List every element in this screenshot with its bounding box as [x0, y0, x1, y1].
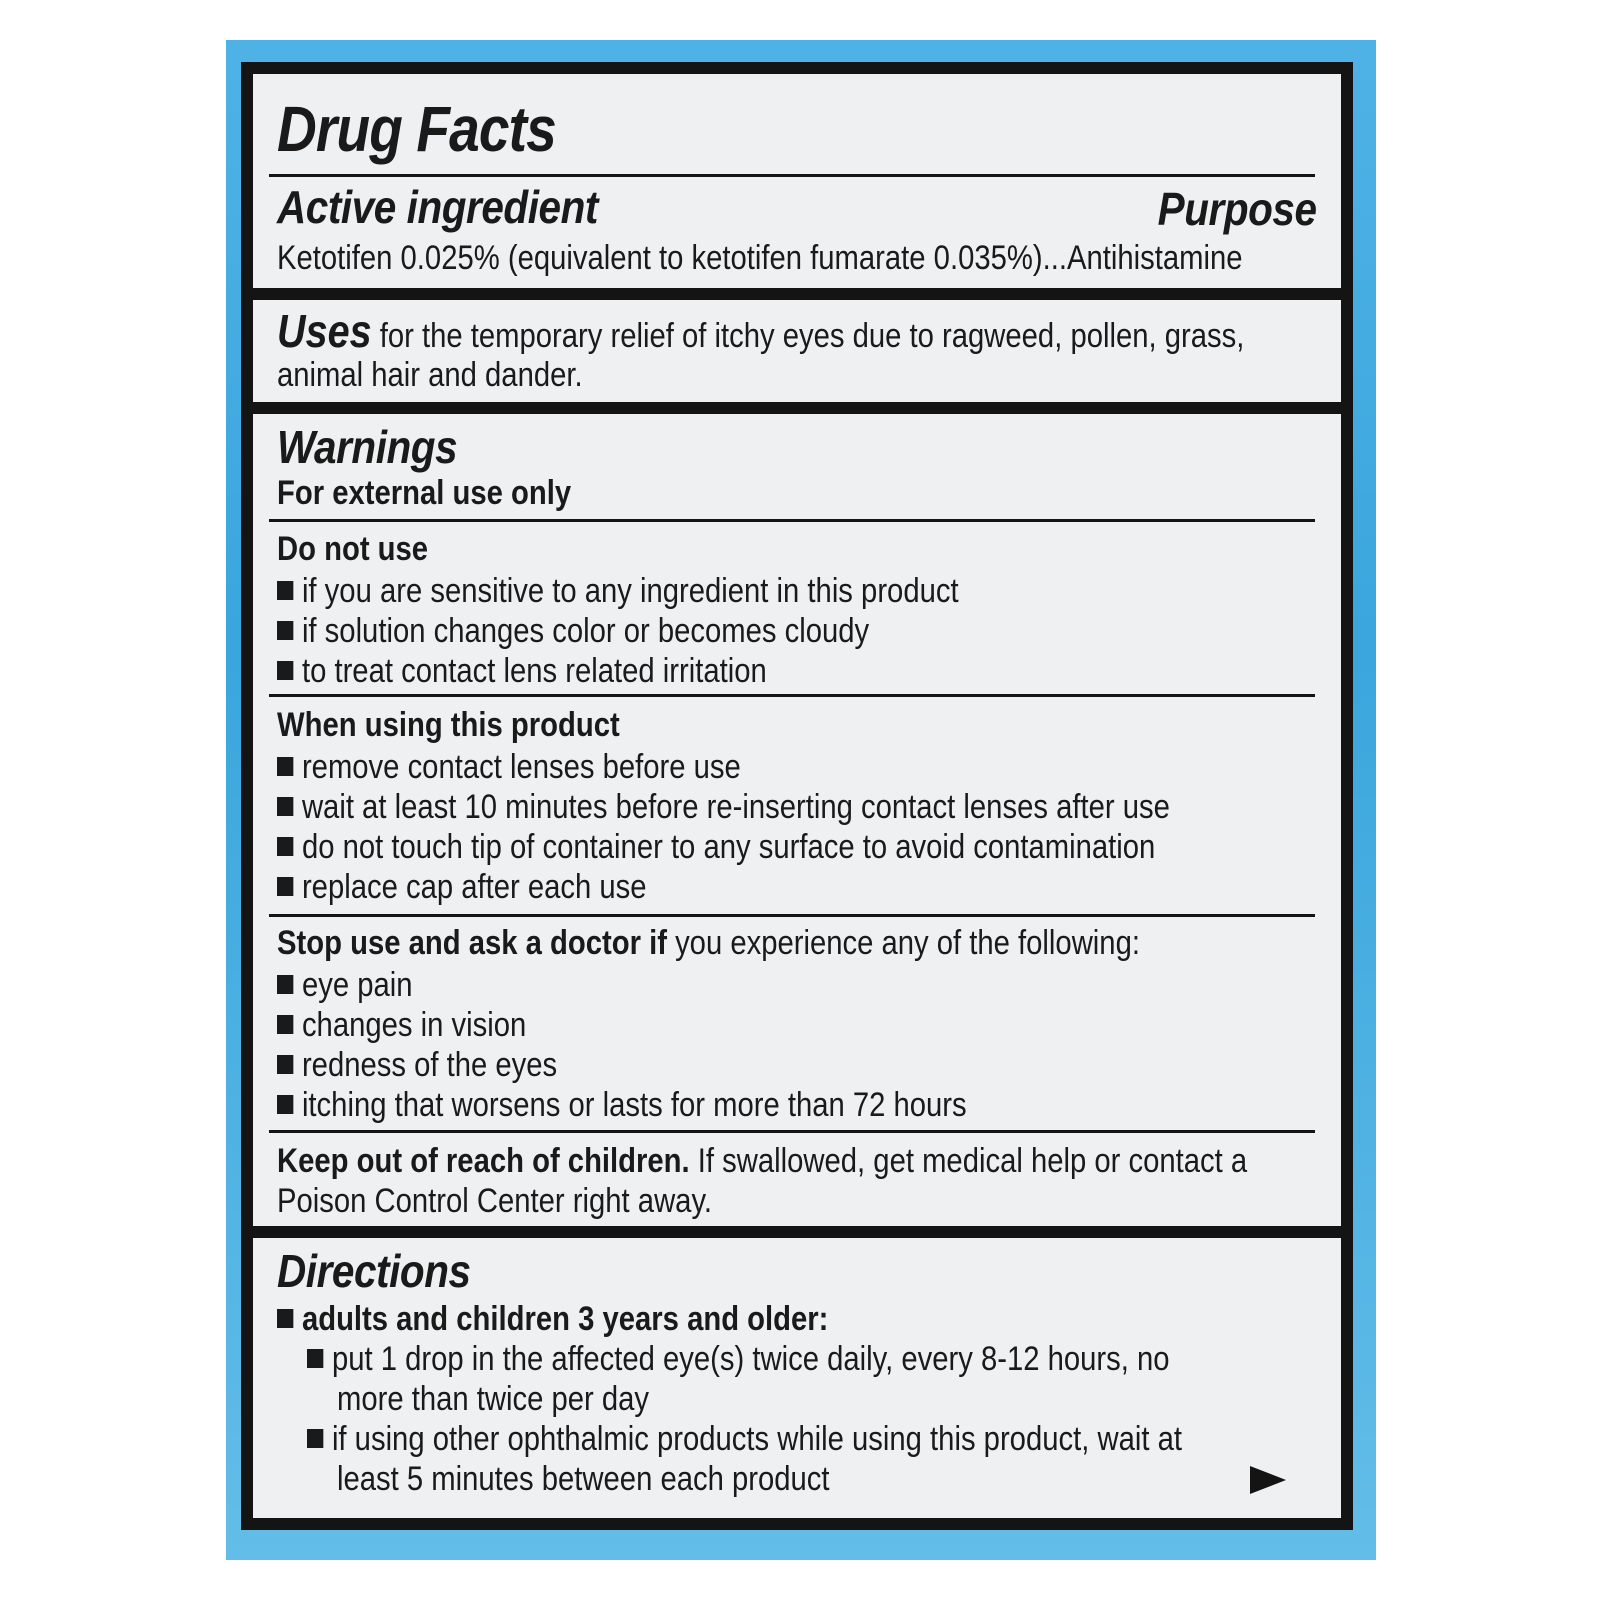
when-using-heading: When using this product: [277, 706, 620, 744]
square-bullet-icon: [277, 837, 293, 856]
continue-arrow-icon: [1250, 1466, 1286, 1494]
list-item: put 1 drop in the affected eye(s) twice daily, every 8-12 hours, no: [307, 1340, 1170, 1379]
purpose-heading: Purpose: [1158, 183, 1317, 235]
divider: [269, 694, 1315, 697]
square-bullet-icon: [307, 1349, 323, 1368]
square-bullet-icon: [307, 1429, 323, 1448]
drug-facts-title: Drug Facts: [277, 93, 556, 165]
uses-heading: Uses: [277, 305, 372, 357]
list-item: itching that worsens or lasts for more than 72 hours: [277, 1086, 967, 1125]
list-item: wait at least 10 minutes before re-inserting contact lenses after use: [277, 788, 1170, 827]
square-bullet-icon: [277, 1015, 293, 1034]
uses-block: [277, 304, 1244, 358]
list-item: do not touch tip of container to any surface to avoid contamination: [277, 828, 1155, 867]
divider: [269, 1130, 1315, 1133]
stop-use-line: Stop use and ask a doctor if you experience any of the following:: [277, 924, 1140, 962]
divider: [269, 914, 1315, 917]
uses-text: for the temporary relief of itchy eyes due to ragweed, pollen, grass,: [379, 317, 1245, 355]
external-use-only: For external use only: [277, 474, 572, 512]
square-bullet-icon: [277, 757, 293, 776]
active-ingredient-heading: Active ingredient: [277, 181, 598, 233]
square-bullet-icon: [277, 661, 293, 680]
list-item: if solution changes color or becomes cloudy: [277, 612, 869, 651]
list-item: if you are sensitive to any ingredient in this product: [277, 572, 959, 611]
do-not-use-heading: Do not use: [277, 530, 429, 568]
square-bullet-icon: [277, 621, 293, 640]
square-bullet-icon: [277, 581, 293, 600]
square-bullet-icon: [277, 975, 293, 994]
square-bullet-icon: [277, 1095, 293, 1114]
directions-heading: Directions: [277, 1245, 471, 1297]
list-item: if using other ophthalmic products while using this product, wait at: [307, 1420, 1182, 1459]
divider: [269, 174, 1315, 177]
list-item: to treat contact lens related irritation: [277, 652, 767, 691]
list-item: changes in vision: [277, 1006, 526, 1045]
list-item-continued: more than twice per day: [337, 1380, 650, 1418]
square-bullet-icon: [277, 877, 293, 896]
uses-text-2: animal hair and dander.: [277, 356, 583, 394]
drug-facts-panel: [241, 62, 1353, 1530]
divider: [269, 519, 1315, 522]
square-bullet-icon: [277, 1309, 293, 1328]
keep-out-heading: Keep out of reach of children.: [277, 1142, 690, 1180]
list-item: redness of the eyes: [277, 1046, 557, 1085]
stop-use-heading: Stop use and ask a doctor if: [277, 924, 667, 962]
active-ingredient-line: Ketotifen 0.025% (equivalent to ketotifen fumarate 0.035%)...Antihistamine: [277, 239, 1243, 277]
section-bar: [253, 402, 1341, 414]
list-item: eye pain: [277, 966, 412, 1005]
list-item: remove contact lenses before use: [277, 748, 741, 787]
square-bullet-icon: [277, 1055, 293, 1074]
list-item-continued: least 5 minutes between each product: [337, 1460, 830, 1498]
section-bar: [253, 288, 1341, 300]
warnings-heading: Warnings: [277, 421, 458, 473]
directions-group: adults and children 3 years and older:: [277, 1300, 828, 1339]
section-bar: [253, 1226, 1341, 1238]
keep-out-line: Keep out of reach of children. If swallowed, get medical help or contact a: [277, 1142, 1248, 1180]
list-item: replace cap after each use: [277, 868, 647, 907]
square-bullet-icon: [277, 797, 293, 816]
keep-out-line-2: Poison Control Center right away.: [277, 1182, 713, 1220]
